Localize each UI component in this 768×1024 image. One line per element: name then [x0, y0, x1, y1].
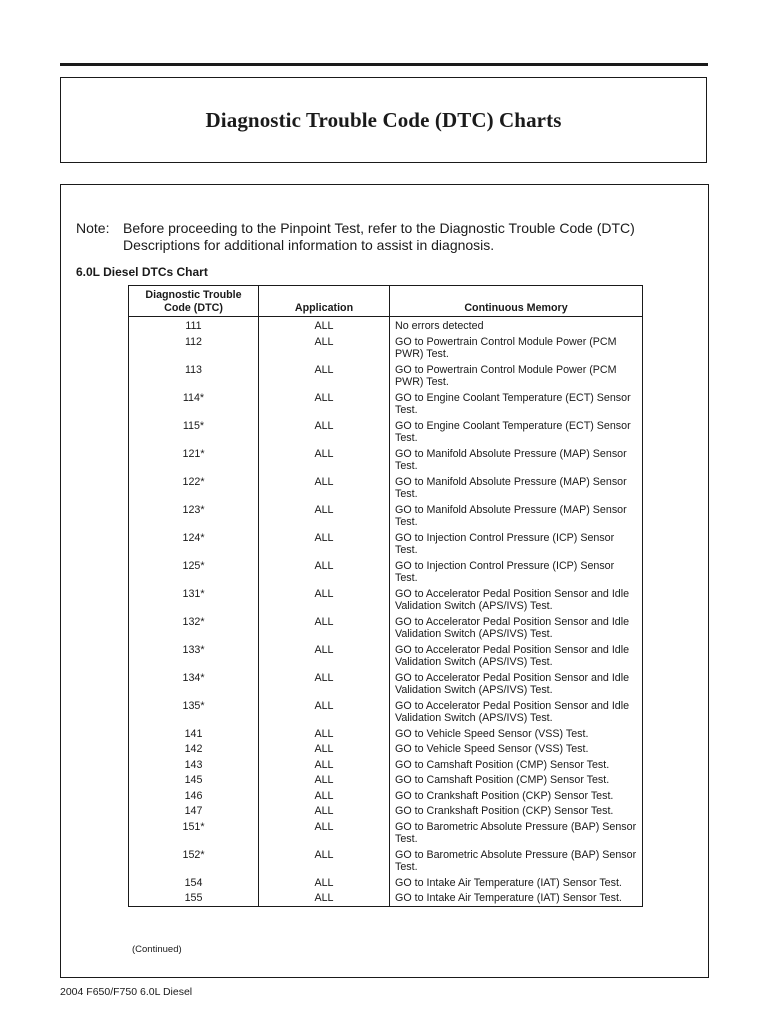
application-cell: ALL — [259, 819, 390, 847]
content-box — [60, 184, 709, 978]
memory-cell: GO to Accelerator Pedal Position Sensor and Idle Validation Switch (APS/IVS) Test. — [390, 614, 643, 642]
memory-cell: GO to Vehicle Speed Sensor (VSS) Test. — [390, 726, 643, 742]
table-row — [129, 891, 643, 907]
memory-cell: GO to Camshaft Position (CMP) Sensor Test. — [390, 773, 643, 789]
memory-cell: GO to Injection Control Pressure (ICP) Sensor Test. — [390, 558, 643, 586]
dtc-cell: 135* — [129, 698, 259, 726]
table-row — [129, 819, 643, 847]
continued-label: (Continued) — [132, 944, 182, 955]
application-cell: ALL — [259, 742, 390, 758]
table-row — [129, 875, 643, 891]
memory-cell: GO to Manifold Absolute Pressure (MAP) Sensor Test. — [390, 502, 643, 530]
note — [76, 220, 663, 253]
table-row — [129, 362, 643, 390]
table-row — [129, 502, 643, 530]
memory-cell: GO to Barometric Absolute Pressure (BAP) Sensor Test. — [390, 819, 643, 847]
application-cell: ALL — [259, 726, 390, 742]
dtc-cell: 134* — [129, 670, 259, 698]
table-row — [129, 788, 643, 804]
memory-cell: GO to Crankshaft Position (CKP) Sensor Test. — [390, 788, 643, 804]
memory-cell: GO to Accelerator Pedal Position Sensor and Idle Validation Switch (APS/IVS) Test. — [390, 586, 643, 614]
memory-cell: GO to Powertrain Control Module Power (PCM PWR) Test. — [390, 334, 643, 362]
header-dtc-line2: Code (DTC) — [164, 301, 223, 314]
table-row — [129, 847, 643, 875]
note-text: Before proceeding to the Pinpoint Test, refer to the Diagnostic Trouble Code (DTC) Descriptions for additional information to assist in diagnosis. — [123, 220, 635, 253]
application-cell: ALL — [259, 418, 390, 446]
table-row — [129, 530, 643, 558]
table-row — [129, 334, 643, 362]
table-header-row — [129, 286, 643, 317]
table-row — [129, 614, 643, 642]
table-row — [129, 757, 643, 773]
application-cell: ALL — [259, 390, 390, 418]
application-cell: ALL — [259, 642, 390, 670]
table-row — [129, 804, 643, 820]
dtc-cell: 155 — [129, 891, 259, 907]
memory-cell: GO to Powertrain Control Module Power (PCM PWR) Test. — [390, 362, 643, 390]
memory-cell: GO to Intake Air Temperature (IAT) Sensor Test. — [390, 875, 643, 891]
memory-cell: GO to Vehicle Speed Sensor (VSS) Test. — [390, 742, 643, 758]
application-cell: ALL — [259, 875, 390, 891]
dtc-cell: 141 — [129, 726, 259, 742]
header-application: Application — [259, 286, 390, 317]
memory-cell: GO to Injection Control Pressure (ICP) Sensor Test. — [390, 530, 643, 558]
dtc-cell: 112 — [129, 334, 259, 362]
table-row — [129, 586, 643, 614]
memory-cell: GO to Intake Air Temperature (IAT) Sensor Test. — [390, 891, 643, 907]
memory-cell: GO to Engine Coolant Temperature (ECT) Sensor Test. — [390, 390, 643, 418]
dtc-cell: 145 — [129, 773, 259, 789]
dtc-cell: 121* — [129, 446, 259, 474]
memory-cell: GO to Camshaft Position (CMP) Sensor Test. — [390, 757, 643, 773]
application-cell: ALL — [259, 891, 390, 907]
application-cell: ALL — [259, 847, 390, 875]
header-dtc — [129, 286, 259, 317]
table-row — [129, 642, 643, 670]
top-rule — [60, 63, 708, 66]
dtc-cell: 131* — [129, 586, 259, 614]
application-cell: ALL — [259, 530, 390, 558]
application-cell: ALL — [259, 474, 390, 502]
table-row — [129, 773, 643, 789]
table-row — [129, 446, 643, 474]
dtc-cell: 113 — [129, 362, 259, 390]
dtc-table — [128, 285, 643, 907]
application-cell: ALL — [259, 446, 390, 474]
application-cell: ALL — [259, 757, 390, 773]
dtc-cell: 152* — [129, 847, 259, 875]
application-cell: ALL — [259, 670, 390, 698]
application-cell: ALL — [259, 334, 390, 362]
dtc-cell: 132* — [129, 614, 259, 642]
title-box — [60, 77, 707, 163]
application-cell: ALL — [259, 317, 390, 335]
note-label: Note: — [76, 220, 110, 236]
memory-cell: GO to Barometric Absolute Pressure (BAP) Sensor Test. — [390, 847, 643, 875]
application-cell: ALL — [259, 558, 390, 586]
table-body — [129, 317, 643, 907]
memory-cell: GO to Manifold Absolute Pressure (MAP) Sensor Test. — [390, 446, 643, 474]
table-row — [129, 317, 643, 335]
application-cell: ALL — [259, 614, 390, 642]
application-cell: ALL — [259, 804, 390, 820]
application-cell: ALL — [259, 362, 390, 390]
table-row — [129, 670, 643, 698]
application-cell: ALL — [259, 773, 390, 789]
dtc-cell: 143 — [129, 757, 259, 773]
memory-cell: No errors detected — [390, 317, 643, 335]
table-row — [129, 390, 643, 418]
dtc-cell: 123* — [129, 502, 259, 530]
dtc-cell: 124* — [129, 530, 259, 558]
dtc-cell: 142 — [129, 742, 259, 758]
table-row — [129, 742, 643, 758]
dtc-cell: 111 — [129, 317, 259, 335]
dtc-cell: 122* — [129, 474, 259, 502]
footer: 2004 F650/F750 6.0L Diesel — [60, 986, 193, 998]
memory-cell: GO to Engine Coolant Temperature (ECT) Sensor Test. — [390, 418, 643, 446]
dtc-cell: 125* — [129, 558, 259, 586]
table-row — [129, 418, 643, 446]
table-row — [129, 726, 643, 742]
table-row — [129, 698, 643, 726]
application-cell: ALL — [259, 502, 390, 530]
memory-cell: GO to Accelerator Pedal Position Sensor and Idle Validation Switch (APS/IVS) Test. — [390, 698, 643, 726]
application-cell: ALL — [259, 586, 390, 614]
memory-cell: GO to Accelerator Pedal Position Sensor and Idle Validation Switch (APS/IVS) Test. — [390, 642, 643, 670]
header-dtc-line1: Diagnostic Trouble — [145, 289, 242, 301]
table-row — [129, 474, 643, 502]
memory-cell: GO to Accelerator Pedal Position Sensor and Idle Validation Switch (APS/IVS) Test. — [390, 670, 643, 698]
application-cell: ALL — [259, 788, 390, 804]
dtc-cell: 147 — [129, 804, 259, 820]
memory-cell: GO to Manifold Absolute Pressure (MAP) Sensor Test. — [390, 474, 643, 502]
chart-title: 6.0L Diesel DTCs Chart — [76, 265, 208, 279]
dtc-cell: 114* — [129, 390, 259, 418]
application-cell: ALL — [259, 698, 390, 726]
dtc-cell: 133* — [129, 642, 259, 670]
dtc-cell: 151* — [129, 819, 259, 847]
header-memory: Continuous Memory — [390, 286, 643, 317]
table-row — [129, 558, 643, 586]
dtc-cell: 154 — [129, 875, 259, 891]
memory-cell: GO to Crankshaft Position (CKP) Sensor Test. — [390, 804, 643, 820]
dtc-cell: 146 — [129, 788, 259, 804]
page-title: Diagnostic Trouble Code (DTC) Charts — [205, 107, 562, 132]
dtc-cell: 115* — [129, 418, 259, 446]
